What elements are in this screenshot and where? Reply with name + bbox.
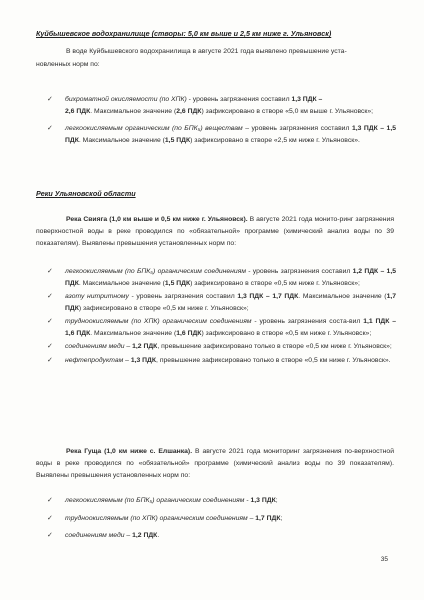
check-icon: ✓ — [47, 268, 53, 275]
check-icon: ✓ — [47, 497, 53, 504]
list-item: ✓ соединениям меди – 1,2 ПДК, превышение зафиксировано только в створе «0,5 км ниже г. Ульяновск»; — [56, 341, 396, 353]
check-icon: ✓ — [47, 356, 53, 364]
list-gusha — [47, 495, 396, 544]
check-icon: ✓ — [47, 125, 53, 132]
list-item: ✓ легкоокисляемым (по БПК₅) органическим соединениям - уровень загрязнения составил 1,2 ПДК – 1,5 ПДК. Максимальное значение (1,5 ПДК) зафиксировано в створе «0,5 км ниже г. Ульяновск»; — [47, 268, 396, 287]
intro-paragraph-1 — [36, 45, 394, 71]
list-item: ✓ трудноокисляемым (по ХПК) органическим соединениям – 1,7 ПДК; — [56, 513, 396, 525]
check-icon: ✓ — [47, 514, 53, 522]
intro-line-2: новленных норм по: — [36, 61, 100, 68]
gusha-text: В августе 2021 года мониторинг загрязнения по-верхностной воды в реке проводился по «обязательной» программе (химический анализ воды по 39 показателям). Выявлены превышения установленных норм по: — [36, 448, 395, 479]
intro-line-1: В воде Куйбышевского водохранилища в августе 2021 года выявлено превышение уста- — [66, 48, 347, 55]
section-header-rivers: Реки Ульяновской области — [36, 189, 136, 198]
page-number: 35 — [380, 556, 388, 563]
check-icon: ✓ — [47, 96, 53, 103]
sviyaga-paragraph — [36, 214, 394, 250]
list-item: ✓ соединениям меди – 1,2 ПДК. — [56, 530, 396, 542]
section-header-kuibyshev: Куйбышевское водохранилище (створы: 5,0 км выше и 2,5 км ниже г. Ульяновск) — [36, 29, 332, 38]
check-icon: ✓ — [47, 343, 53, 350]
list-item: ✓ бихроматной окисляемости (по ХПК) - уровень загрязнения составил 1,3 ПДК – 2,6 ПДК. Максимальное значение (2,6 ПДК) зафиксировано в створе «5,0 км выше г. Ульяновск»; — [47, 96, 374, 115]
sviyaga-text: В августе 2021 года монито-ринг загрязнения поверхностной воды в реке проводился по «обязательной» программе (химический анализ воды по 39 показателям). Выявлены превышения установленных норм по: — [36, 216, 395, 247]
list-item: ✓ легкоокисляемым органическим (по БПК₅) веществам – уровень загрязнения составил 1,3 ПДК – 1,5 ПДК. Максимальное значение (1,5 ПДК) зафиксировано в створе «2,5 км ниже г. Ульяновск». — [47, 125, 396, 144]
list-item: ✓ азоту нитритному - уровень загрязнения составил 1,3 ПДК – 1,7 ПДК. Максимальное значение (1,7 ПДК) зафиксировано в створе «0,5 км ниже г. Ульяновск»; — [47, 293, 397, 312]
list-kuibyshev — [47, 94, 396, 148]
list-item: ✓ легкоокисляемым (по БПК₅) органическим соединениям - 1,3 ПДК; — [56, 495, 396, 507]
list-sviyaga — [47, 266, 397, 368]
list-item: ✓ нефтепродуктам – 1,3 ПДК, превышение зафиксировано только в створе «0,5 км ниже г. Ульяновск». — [56, 355, 396, 367]
list-item: ✓ трудноокисляемым (по ХПК) органическим соединениям - уровень загрязнения соста-вил 1,1 ПДК – 1,6 ПДК. Максимальное значение (1,6 ПДК) зафиксировано в створе «0,5 км ниже г. Ульяновск»; — [47, 318, 396, 337]
gusha-title: Река Гуща (1,0 км ниже с. Елшанка). — [66, 448, 193, 455]
sviyaga-title: Река Свияга (1,0 км выше и 0,5 км ниже г. Ульяновск). — [66, 216, 248, 223]
check-icon: ✓ — [47, 293, 53, 300]
check-icon: ✓ — [47, 532, 53, 539]
gusha-paragraph — [36, 446, 394, 482]
check-icon: ✓ — [47, 318, 53, 325]
